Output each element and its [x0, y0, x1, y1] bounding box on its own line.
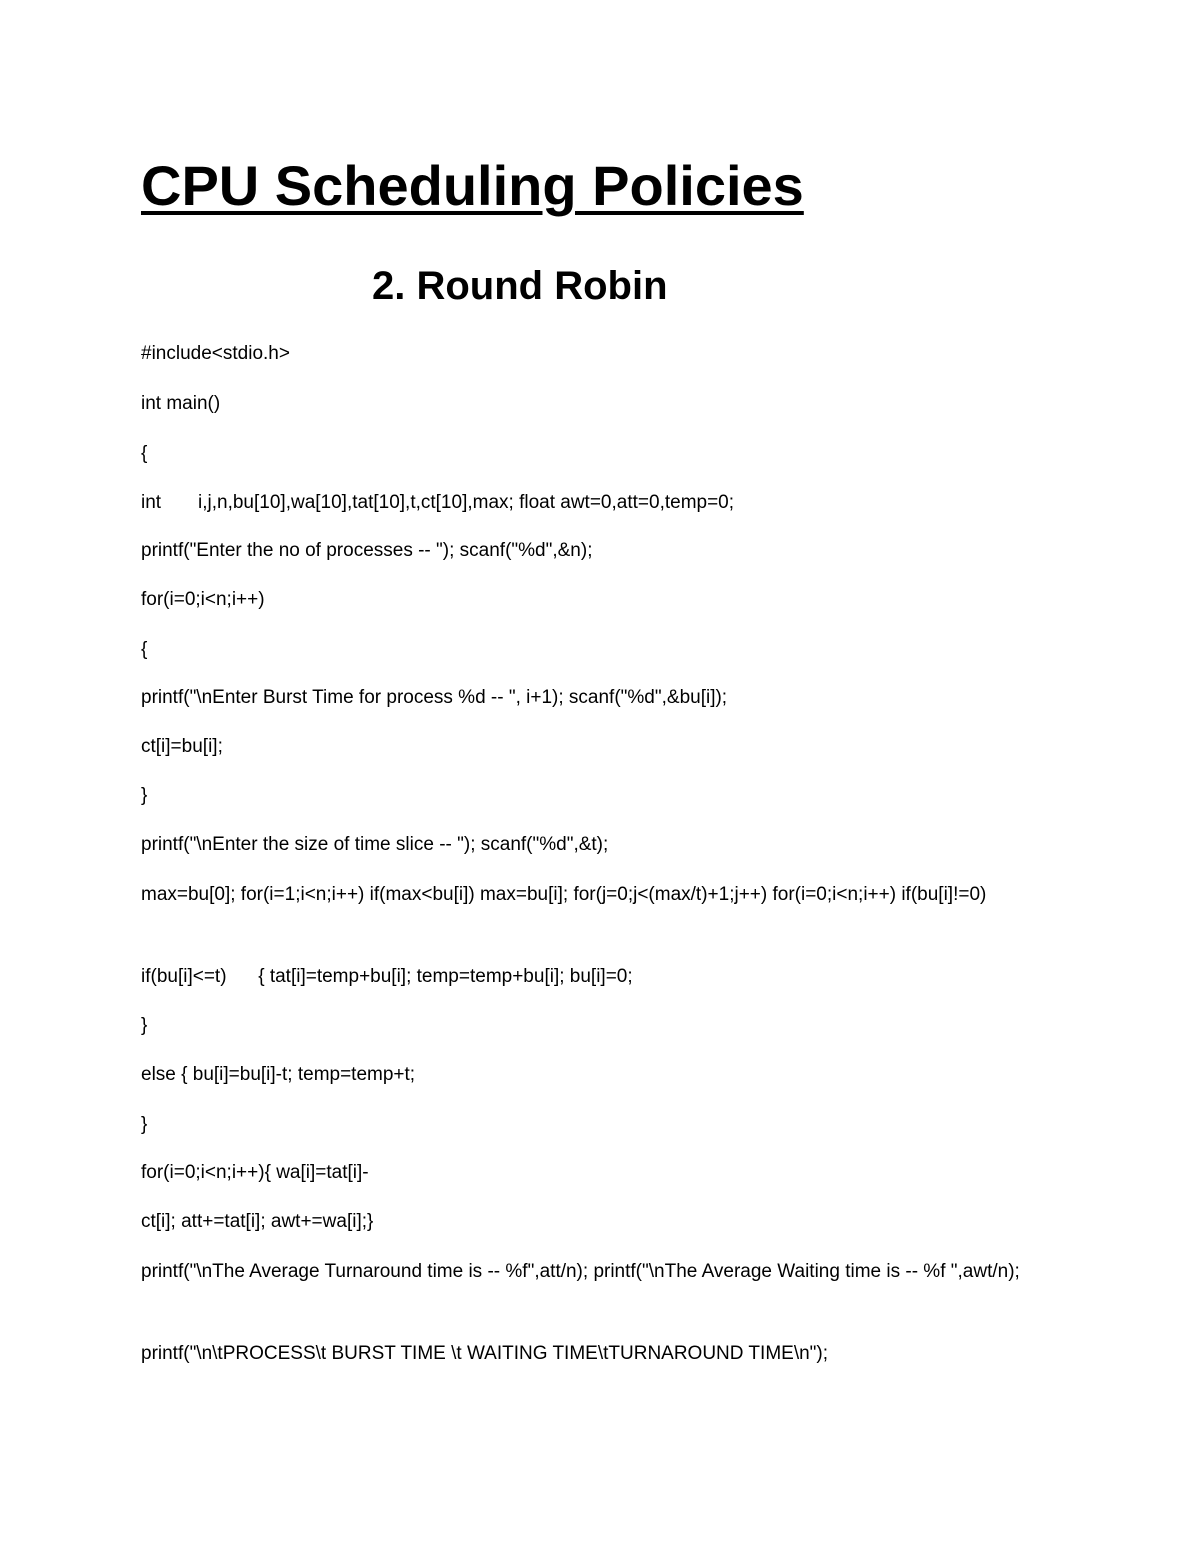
code-line: { [141, 639, 148, 660]
code-line: ct[i]; att+=tat[i]; awt+=wa[i];} [141, 1211, 374, 1232]
code-line: max=bu[0]; for(i=1;i<n;i++) if(max<bu[i]) max=bu[i]; for(j=0;j<(max/t)+1;j++) for(i=0;i<n;i++) if(bu[i]!=0) [141, 884, 987, 905]
code-line: printf("\n\tPROCESS\t BURST TIME \t WAITING TIME\tTURNAROUND TIME\n"); [141, 1343, 829, 1364]
code-line: else { bu[i]=bu[i]-t; temp=temp+t; [141, 1064, 416, 1085]
code-line: { [141, 443, 148, 464]
document-title: CPU Scheduling Policies [141, 154, 804, 217]
code-line: #include<stdio.h> [141, 343, 290, 364]
code-line: printf("\nEnter Burst Time for process %d -- ", i+1); scanf("%d",&bu[i]); [141, 687, 728, 708]
document-subtitle: 2. Round Robin [372, 264, 668, 308]
code-line: for(i=0;i<n;i++) [141, 589, 265, 610]
code-line: } [141, 785, 148, 806]
code-line: int main() [141, 393, 221, 414]
code-line: printf("\nEnter the size of time slice -- "); scanf("%d",&t); [141, 834, 609, 855]
code-line: int i,j,n,bu[10],wa[10],tat[10],t,ct[10],max; float awt=0,att=0,temp=0; [141, 492, 735, 513]
code-line: printf("Enter the no of processes -- "); scanf("%d",&n); [141, 540, 593, 561]
code-line: } [141, 1114, 148, 1135]
code-line: for(i=0;i<n;i++){ wa[i]=tat[i]- [141, 1162, 369, 1183]
code-line: if(bu[i]<=t) { tat[i]=temp+bu[i]; temp=temp+bu[i]; bu[i]=0; [141, 966, 633, 987]
code-line: } [141, 1015, 148, 1036]
code-line: printf("\nThe Average Turnaround time is -- %f",att/n); printf("\nThe Average Waiting time is -- %f ",awt/n); [141, 1261, 1020, 1282]
code-line: ct[i]=bu[i]; [141, 736, 223, 757]
